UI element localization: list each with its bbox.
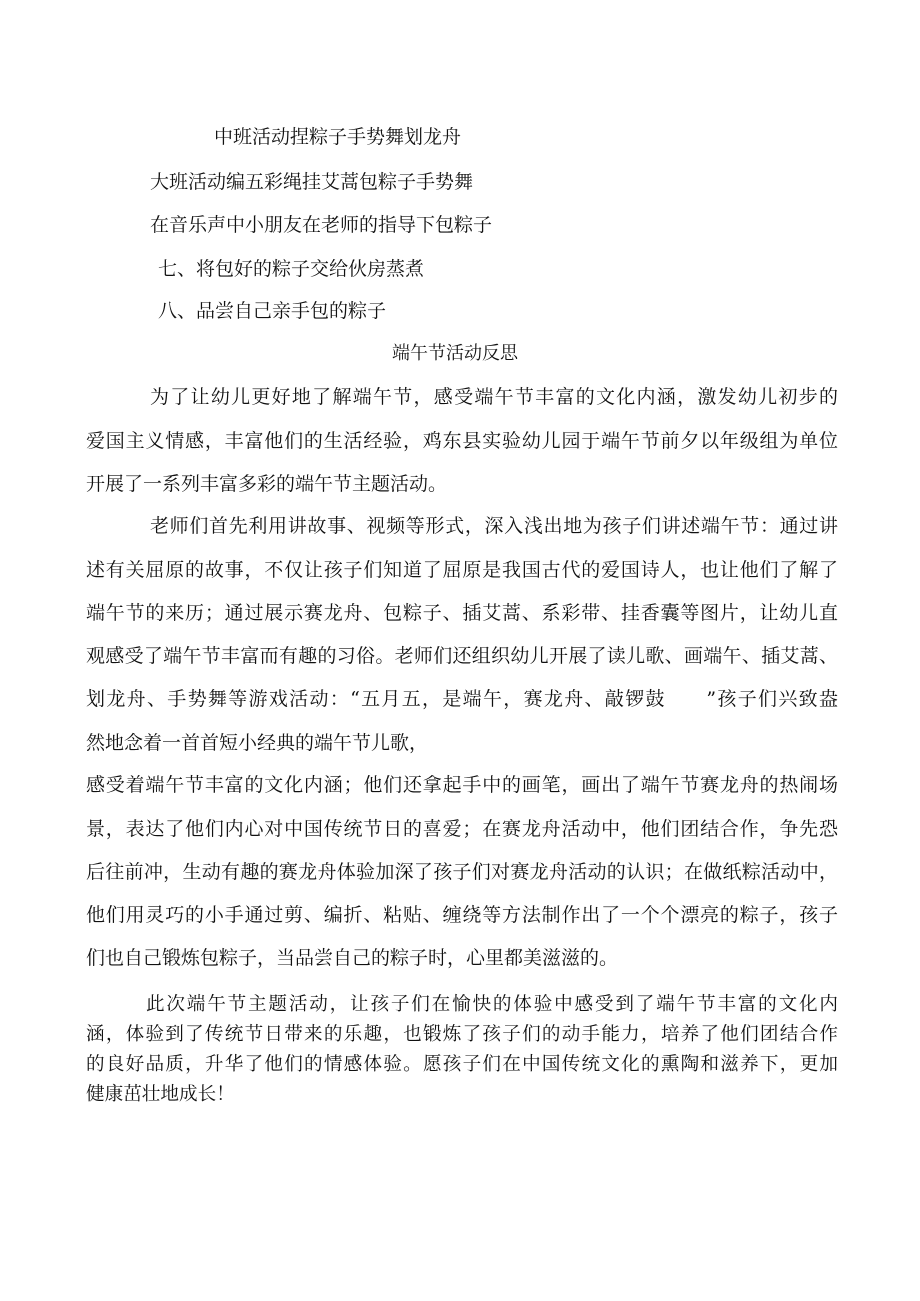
paragraph-line: 划龙舟、手势舞等游戏活动：“五月五，是端午，赛龙舟、敲锣鼓 ”孩子们兴致盎 (86, 688, 838, 710)
section-title: 端午节活动反思 (392, 343, 518, 364)
paragraph-line: 后往前冲，生动有趣的赛龙舟体验加深了孩子们对赛龙舟活动的认识；在做纸粽活动中， (86, 861, 838, 883)
activity-line: 大班活动编五彩绳挂艾蒿包粽子手势舞 (150, 171, 474, 193)
paragraph-line: 然地念着一首首短小经典的端午节儿歌， (86, 732, 429, 754)
paragraph-line: 端午节的来历；通过展示赛龙舟、包粽子、插艾蒿、系彩带、挂香囊等图片，让幼儿直 (86, 602, 838, 624)
paragraph-line: 感受着端午节丰富的文化内涵；他们还拿起手中的画笔，画出了端午节赛龙舟的热闹场 (86, 774, 838, 796)
activity-line: 在音乐声中小朋友在老师的指导下包粽子 (150, 214, 493, 236)
paragraph-line: 为了让幼儿更好地了解端午节，感受端午节丰富的文化内涵，激发幼儿初步的 (150, 386, 838, 408)
activity-line: 中班活动捏粽子手势舞划龙舟 (214, 126, 462, 148)
paragraph-line: 述有关屈原的故事，不仅让孩子们知道了屈原是我国古代的爱国诗人，也让他们了解了 (86, 559, 838, 581)
paragraph-line: 涵，体验到了传统节日带来的乐趣，也锻炼了孩子们的动手能力，培养了他们团结合作 (86, 1024, 838, 1045)
paragraph-line: 他们用灵巧的小手通过剪、编折、粘贴、缠绕等方法制作出了一个个漂亮的粽子，孩子 (86, 904, 838, 926)
paragraph-line: 景，表达了他们内心对中国传统节日的喜爱；在赛龙舟活动中，他们团结合作，争先恐 (86, 818, 838, 840)
paragraph-line: 此次端午节主题活动，让孩子们在愉快的体验中感受到了端午节丰富的文化内 (146, 994, 838, 1015)
activity-line: 八、品尝自己亲手包的粽子 (158, 300, 387, 322)
paragraph-line: 们也自己锻炼包粽子，当品尝自己的粽子时，心里都美滋滋的。 (86, 947, 619, 969)
paragraph-line: 开展了一系列丰富多彩的端午节主题活动。 (86, 473, 448, 495)
paragraph-line: 老师们首先利用讲故事、视频等形式，深入浅出地为孩子们讲述端午节：通过讲 (150, 515, 838, 537)
paragraph-line: 健康茁壮地成长！ (86, 1084, 235, 1105)
paragraph-line: 爱国主义情感，丰富他们的生活经验，鸡东县实验幼儿园于端午节前夕以年级组为单位 (86, 430, 838, 452)
paragraph-line: 观感受了端午节丰富而有趣的习俗。老师们还组织幼儿开展了读儿歌、画端午、插艾蒿、 (86, 645, 838, 667)
paragraph-line: 的良好品质，升华了他们的情感体验。愿孩子们在中国传统文化的熏陶和滋养下，更加 (86, 1054, 838, 1075)
activity-line: 七、将包好的粽子交给伙房蒸煮 (158, 258, 425, 280)
